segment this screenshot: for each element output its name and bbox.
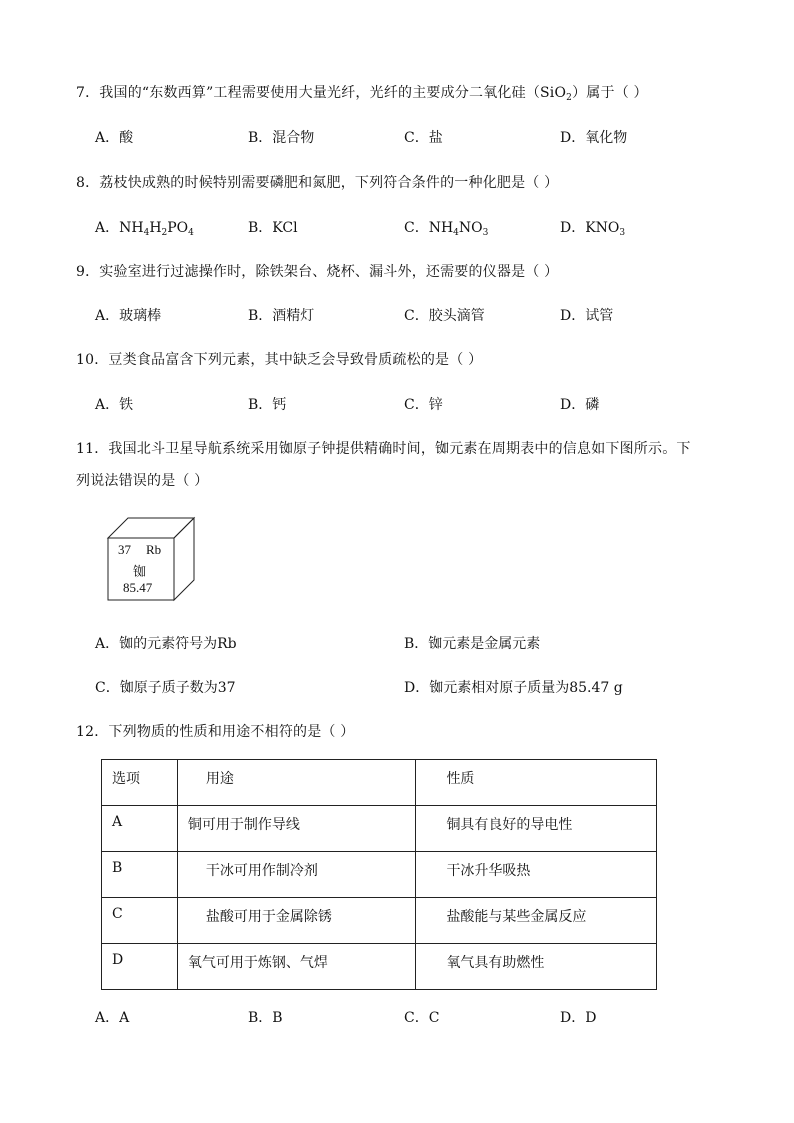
- table-cell: 氧气可用于炼钢、气焊: [177, 944, 416, 990]
- table-cell: B: [102, 852, 178, 898]
- table-row: [102, 806, 657, 852]
- table-cell: D: [102, 944, 178, 990]
- question-11-stem-line1: 11．我国北斗卫星导航系统采用铷原子钟提供精确时间，铷元素在周期表中的信息如下图所示。下: [76, 441, 691, 457]
- properties-table: [101, 759, 657, 990]
- q12-option-c[interactable]: C．C: [404, 1010, 440, 1026]
- element-atomic-mass: 85.47: [123, 580, 153, 595]
- element-name: 铷: [133, 564, 147, 579]
- element-cube-rubidium: [106, 516, 196, 604]
- q9-option-d[interactable]: D．试管: [560, 308, 614, 324]
- q9-option-b[interactable]: B．酒精灯: [248, 308, 315, 324]
- q9-option-c[interactable]: C．胶头滴管: [404, 308, 485, 324]
- q8-option-b[interactable]: B．KCl: [248, 220, 298, 236]
- q12-option-d[interactable]: D．D: [560, 1010, 597, 1026]
- table-header-cell: 性质: [416, 760, 657, 806]
- table-header-cell: 选项: [102, 760, 178, 806]
- table-cell: 盐酸能与某些金属反应: [416, 898, 657, 944]
- q7-option-c[interactable]: C．盐: [404, 130, 443, 146]
- element-atomic-number: 37: [118, 542, 131, 557]
- question-11-stem-line2: 列说法错误的是（ ）: [76, 473, 209, 489]
- q10-option-a[interactable]: A．铁: [95, 397, 134, 413]
- question-12-stem: 12．下列物质的性质和用途不相符的是（ ）: [76, 724, 355, 740]
- q11-option-d[interactable]: D．铷元素相对原子质量为85.47 g: [404, 680, 623, 696]
- question-8-stem: 8．荔枝快成熟的时候特别需要磷肥和氮肥，下列符合条件的一种化肥是（ ）: [76, 175, 559, 191]
- table-header-row: [102, 760, 657, 806]
- table-cell: 盐酸可用于金属除锈: [177, 898, 416, 944]
- question-10-stem: 10．豆类食品富含下列元素，其中缺乏会导致骨质疏松的是（ ）: [76, 352, 483, 368]
- table-cell: 铜具有良好的导电性: [416, 806, 657, 852]
- question-9-stem: 9．实验室进行过滤操作时，除铁架台、烧杯、漏斗外，还需要的仪器是（ ）: [76, 264, 559, 280]
- table-row: [102, 944, 657, 990]
- q9-option-a[interactable]: A．玻璃棒: [95, 308, 162, 324]
- table-cell: 铜可用于制作导线: [177, 806, 416, 852]
- q11-option-c[interactable]: C．铷原子质子数为37: [95, 680, 236, 696]
- table-row: [102, 898, 657, 944]
- table-cell: 干冰可用作制冷剂: [177, 852, 416, 898]
- q10-option-b[interactable]: B．钙: [248, 397, 287, 413]
- table-cell: 干冰升华吸热: [416, 852, 657, 898]
- q11-option-a[interactable]: A．铷的元素符号为Rb: [95, 636, 237, 652]
- table-cell: 氧气具有助燃性: [416, 944, 657, 990]
- q12-option-a[interactable]: A．A: [95, 1010, 130, 1026]
- q12-option-b[interactable]: B．B: [248, 1010, 283, 1026]
- table-cell: C: [102, 898, 178, 944]
- q10-option-c[interactable]: C．锌: [404, 397, 443, 413]
- table-header-cell: 用途: [177, 760, 416, 806]
- element-symbol: Rb: [146, 542, 162, 557]
- q11-option-b[interactable]: B．铷元素是金属元素: [404, 636, 541, 652]
- q8-option-c[interactable]: C．$NH_4NO_3$: [404, 220, 489, 238]
- q7-option-a[interactable]: A．酸: [95, 130, 134, 146]
- table-cell: A: [102, 806, 178, 852]
- q8-option-d[interactable]: D．$KNO_3$: [560, 220, 626, 238]
- q7-option-b[interactable]: B．混合物: [248, 130, 315, 146]
- q7-option-d[interactable]: D．氧化物: [560, 130, 628, 146]
- table-row: [102, 852, 657, 898]
- q8-option-a[interactable]: A．$NH_4H_2PO_4$: [95, 220, 194, 238]
- q10-option-d[interactable]: D．磷: [560, 397, 600, 413]
- question-7-stem: 7．我国的“东数西算”工程需要使用大量光纤，光纤的主要成分二氧化硅（SiO$_2$）属于（ ）: [76, 85, 648, 103]
